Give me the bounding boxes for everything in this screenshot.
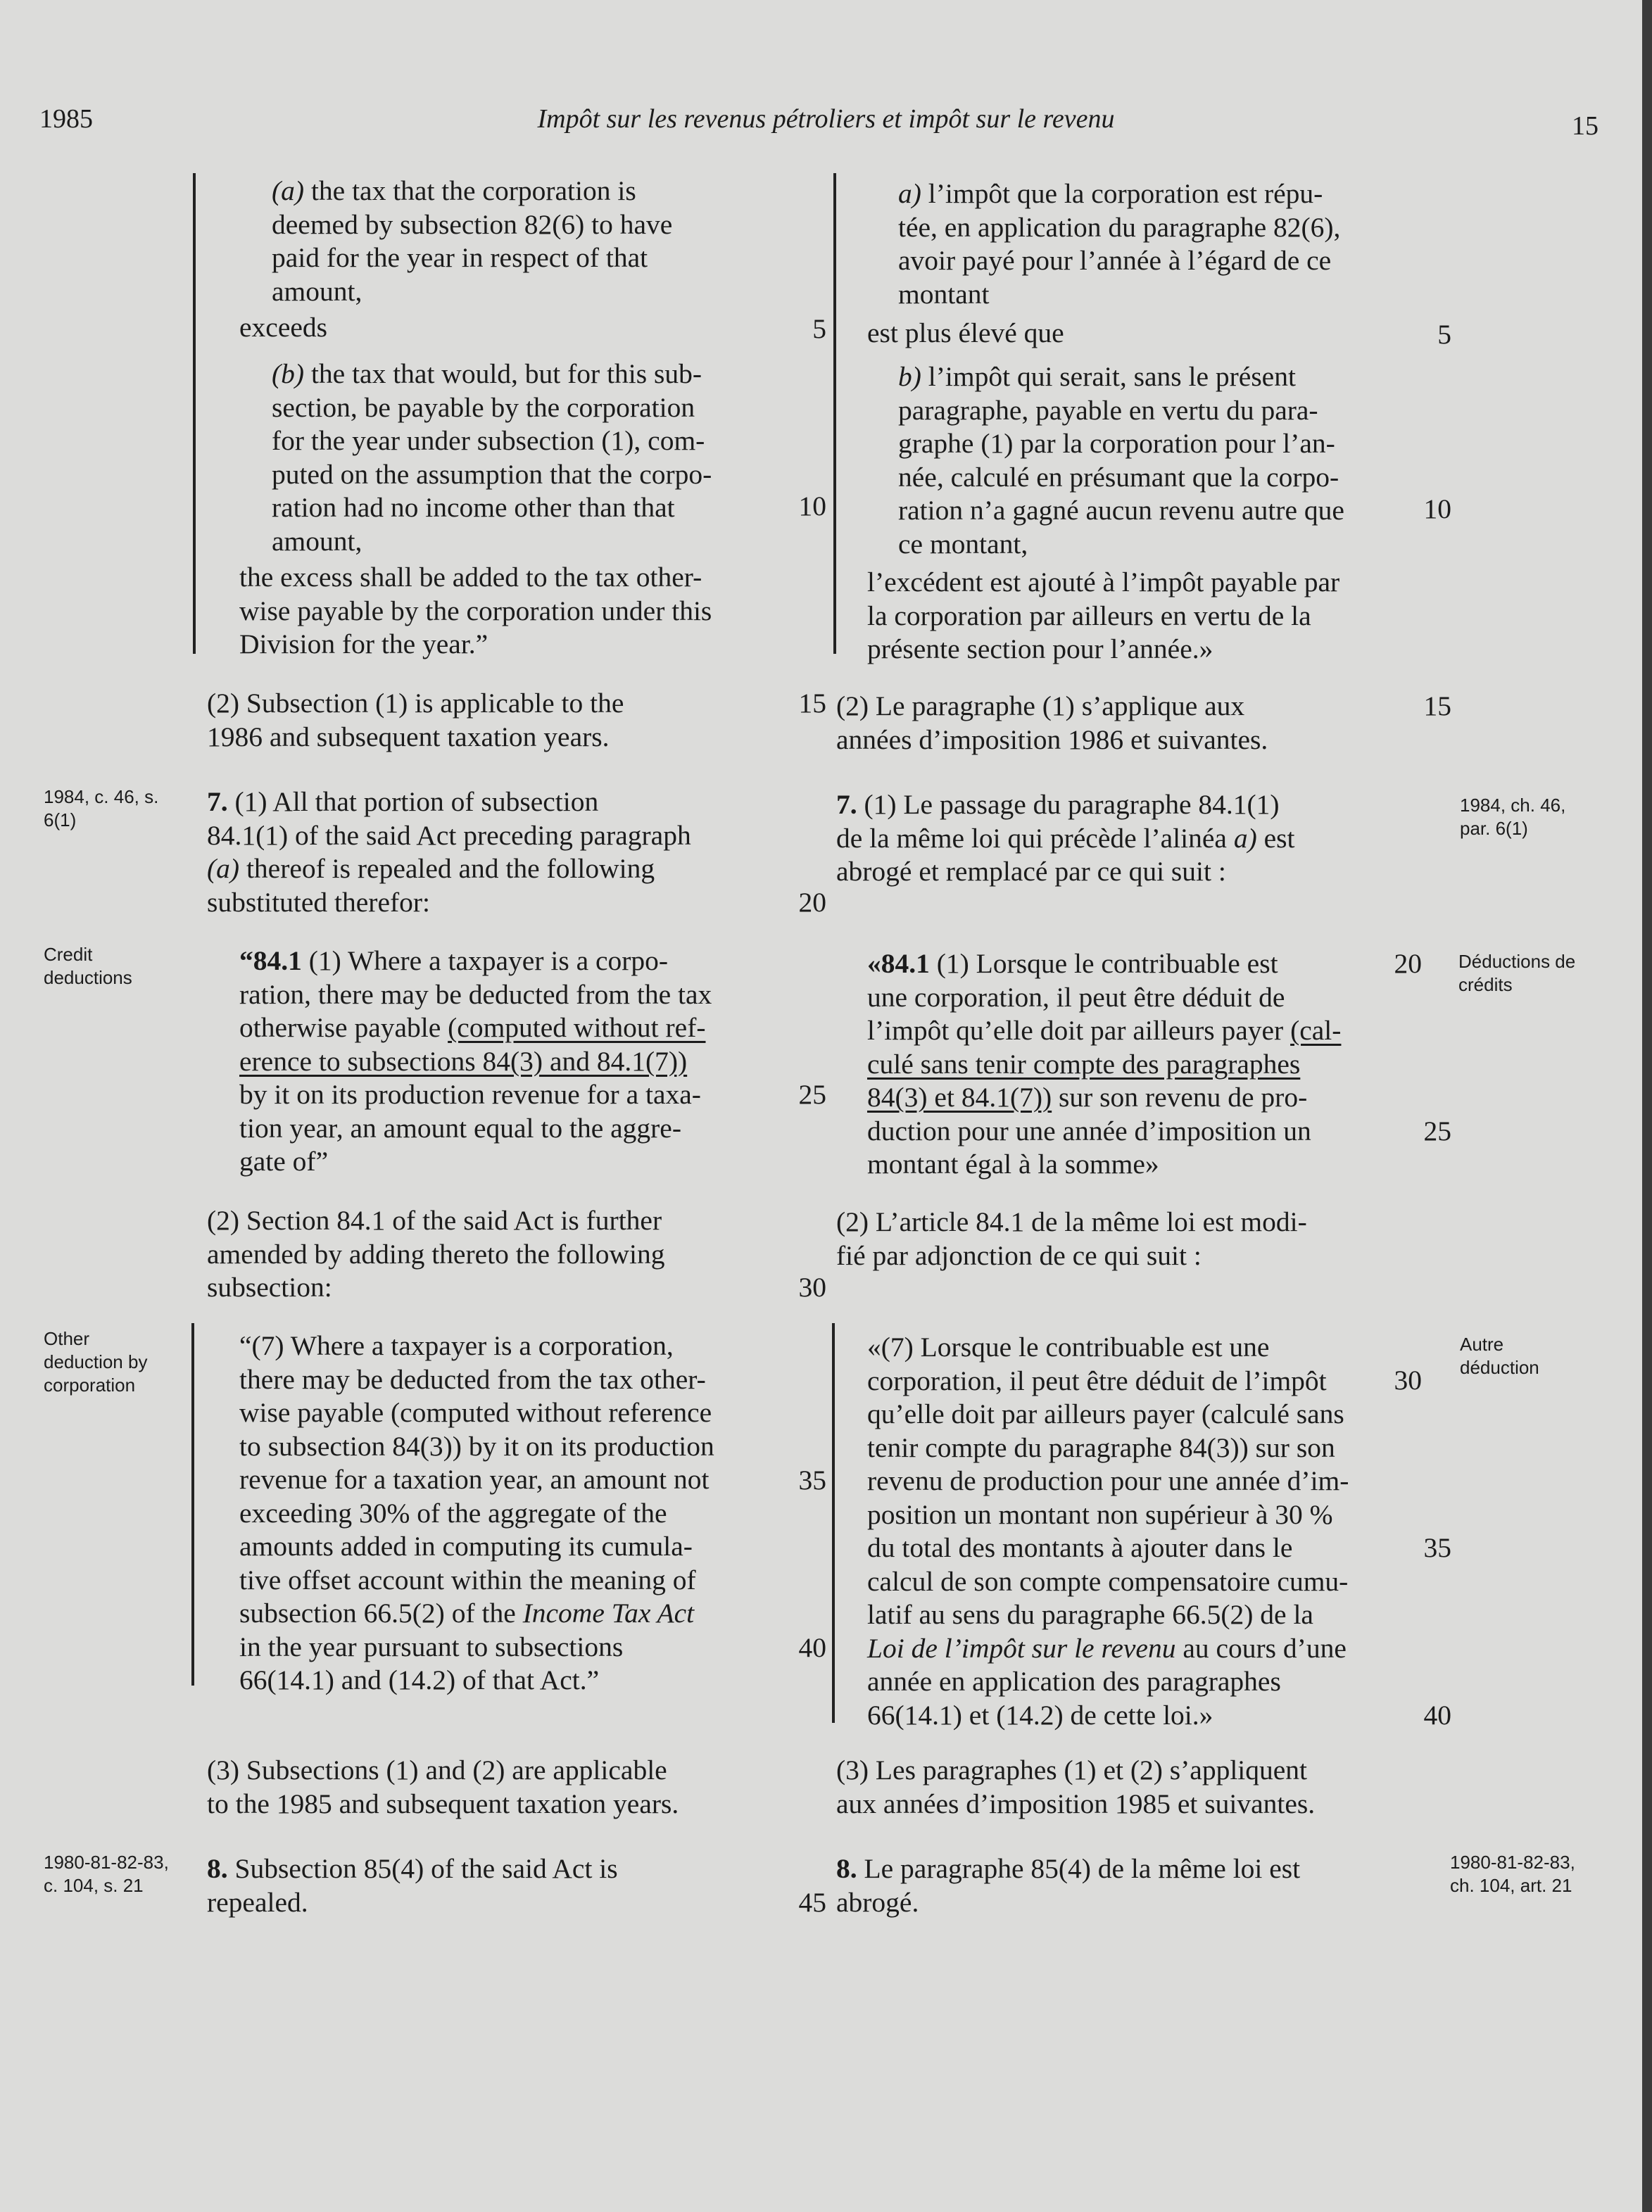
line-number-20: 20: [798, 887, 826, 918]
line-number-15: 15: [798, 688, 826, 719]
en-exceeds: exceeds: [239, 312, 327, 343]
fr-paragraph-b: b) l’impôt qui serait, sans le présent paragraphe, payable en vertu du para- graphe (1) par la corporation pour l’an- née, calculé en présumant que la corpo- ration n’a gagné aucun revenu autre que ce montant,: [898, 361, 1344, 560]
amendment-bar: [191, 1323, 194, 1686]
running-title: Impôt sur les revenus pétroliers et impôt sur le revenu: [537, 104, 1115, 134]
line-number-20: 20: [1394, 948, 1422, 979]
margin-note-citation: 1980-81-82-83, c. 104, s. 21: [44, 1852, 169, 1896]
line-number-10: 10: [1423, 493, 1451, 524]
line-number-30: 30: [798, 1272, 826, 1303]
en-paragraph-b: (b) the tax that would, but for this sub- section, be payable by the corporation for the year under subsection (1), com- puted on the assumption that the corpo- ration had no income other than that amount,: [272, 358, 712, 557]
en-section-8: 8. Subsection 85(4) of the said Act is repealed.: [207, 1853, 618, 1918]
line-number-10: 10: [798, 491, 826, 522]
line-number-5: 5: [1437, 319, 1451, 350]
fr-clause-label: a): [898, 178, 921, 209]
en-subsection-2: (2) Subsection (1) is applicable to the 1986 and subsequent taxation years.: [207, 688, 624, 752]
margin-note-citation: 1980-81-82-83, ch. 104, art. 21: [1450, 1852, 1575, 1896]
fr-subsection-2: (2) Le paragraphe (1) s’applique aux années d’imposition 1986 et suivantes.: [836, 690, 1268, 755]
en-subsection-7: “(7) Where a taxpayer is a corporation, there may be deducted from the tax other- wise payable (computed without reference to subsection 84(3)) by it on its production revenue for a taxation year, an amount not exceeding 30% of the aggregate of the amounts added in computing its cumula- tive offset account within the meaning of subsection 66.5(2) of the Income Tax Act in the year pursuant to subsections 66(14.1) and (14.2) of that Act.”: [239, 1330, 714, 1695]
en-excess-text: the excess shall be added to the tax other- wise payable by the corporation under this Division for the year.”: [239, 562, 712, 659]
margin-note-heading: Déductions de crédits: [1458, 951, 1576, 995]
amendment-bar: [833, 173, 836, 654]
margin-note-citation: 1984, c. 46, s. 6(1): [44, 786, 159, 830]
margin-note-heading: Autre déduction: [1460, 1334, 1539, 1378]
en-subsection-2b: (2) Section 84.1 of the said Act is further amended by adding thereto the following subsection:: [207, 1205, 665, 1303]
fr-paragraph-a: a) l’impôt que la corporation est répu- tée, en application du paragraphe 82(6), avoir payé pour l’année à l’égard de ce montant: [898, 178, 1341, 310]
line-number-40: 40: [798, 1632, 826, 1663]
line-number-30: 30: [1394, 1365, 1422, 1396]
fr-subsection-2b: (2) L’article 84.1 de la même loi est modi- fié par adjonction de ce qui suit :: [836, 1206, 1307, 1271]
line-number-25: 25: [798, 1079, 826, 1110]
fr-section-8: 8. Le paragraphe 85(4) de la même loi est abrogé.: [836, 1853, 1301, 1918]
en-section-7: 7. (1) All that portion of subsection 84.1(1) of the said Act preceding paragraph (a) thereof is repealed and the following substituted therefor:: [207, 786, 691, 918]
fr-section-84-1: «84.1 (1) Lorsque le contribuable est une corporation, il peut être déduit de l’impôt qu’elle doit par ailleurs payer (cal- culé sans tenir compte des paragraphes 84(3) et 84.1(7)) sur son revenu de pro- duction pour une année d’imposition un montant égal à la somme»: [867, 948, 1342, 1180]
en-paragraph-a: (a) the tax that the corporation is deemed by subsection 82(6) to have paid for the year in respect of that amount,: [272, 175, 673, 307]
fr-subsection-7: «(7) Lorsque le contribuable est une corporation, il peut être déduit de l’impôt qu’elle doit par ailleurs payer (calculé sans tenir compte du paragraphe 84(3)) sur son revenu de production pour une année d’im- position un montant non supérieur à 30 % du total des montants à ajouter dans le calcul de son compte compensatoire cumu- latif au sens du paragraphe 66.5(2) de la Loi de l’impôt sur le revenu au cours d’une année en application des paragraphes 66(14.1) et (14.2) de cette loi.»: [867, 1332, 1349, 1731]
fr-clause-label: b): [898, 361, 921, 392]
header-year: 1985: [39, 104, 93, 134]
page-edge-shadow: [1642, 0, 1652, 2212]
line-number-5: 5: [812, 313, 826, 344]
fr-section-7: 7. (1) Le passage du paragraphe 84.1(1) de la même loi qui précède l’alinéa a) est abrogé et remplacé par ce qui suit :: [836, 789, 1295, 887]
en-clause-label: (b): [272, 358, 305, 389]
amendment-bar: [193, 173, 196, 654]
amendment-bar: [832, 1323, 835, 1723]
fr-excess-text: l’excédent est ajouté à l’impôt payable par la corporation par ailleurs en vertu de la présente section pour l’année.»: [867, 567, 1340, 664]
margin-note-heading: Credit deductions: [44, 944, 132, 988]
page-number: 15: [1572, 111, 1599, 141]
margin-note-citation: 1984, ch. 46, par. 6(1): [1460, 795, 1566, 839]
en-subsection-3: (3) Subsections (1) and (2) are applicable to the 1985 and subsequent taxation years.: [207, 1755, 679, 1819]
line-number-40: 40: [1423, 1700, 1451, 1731]
line-number-35: 35: [798, 1465, 826, 1496]
en-section-84-1: “84.1 (1) Where a taxpayer is a corpo- ration, there may be deducted from the tax otherwise payable (computed without ref- erence to subsections 84(3) and 84.1(7)) by it on its production revenue for a taxa- tion year, an amount equal to the aggre- gate of”: [239, 945, 712, 1177]
line-number-15: 15: [1423, 690, 1451, 721]
en-clause-label: (a): [272, 175, 305, 206]
line-number-35: 35: [1423, 1532, 1451, 1563]
line-number-45: 45: [798, 1887, 826, 1918]
fr-subsection-3: (3) Les paragraphes (1) et (2) s’appliquent aux années d’imposition 1985 et suivantes.: [836, 1755, 1316, 1819]
line-number-25: 25: [1423, 1116, 1451, 1146]
fr-exceeds: est plus élevé que: [867, 317, 1064, 348]
margin-note-heading: Other deduction by corporation: [44, 1328, 148, 1396]
